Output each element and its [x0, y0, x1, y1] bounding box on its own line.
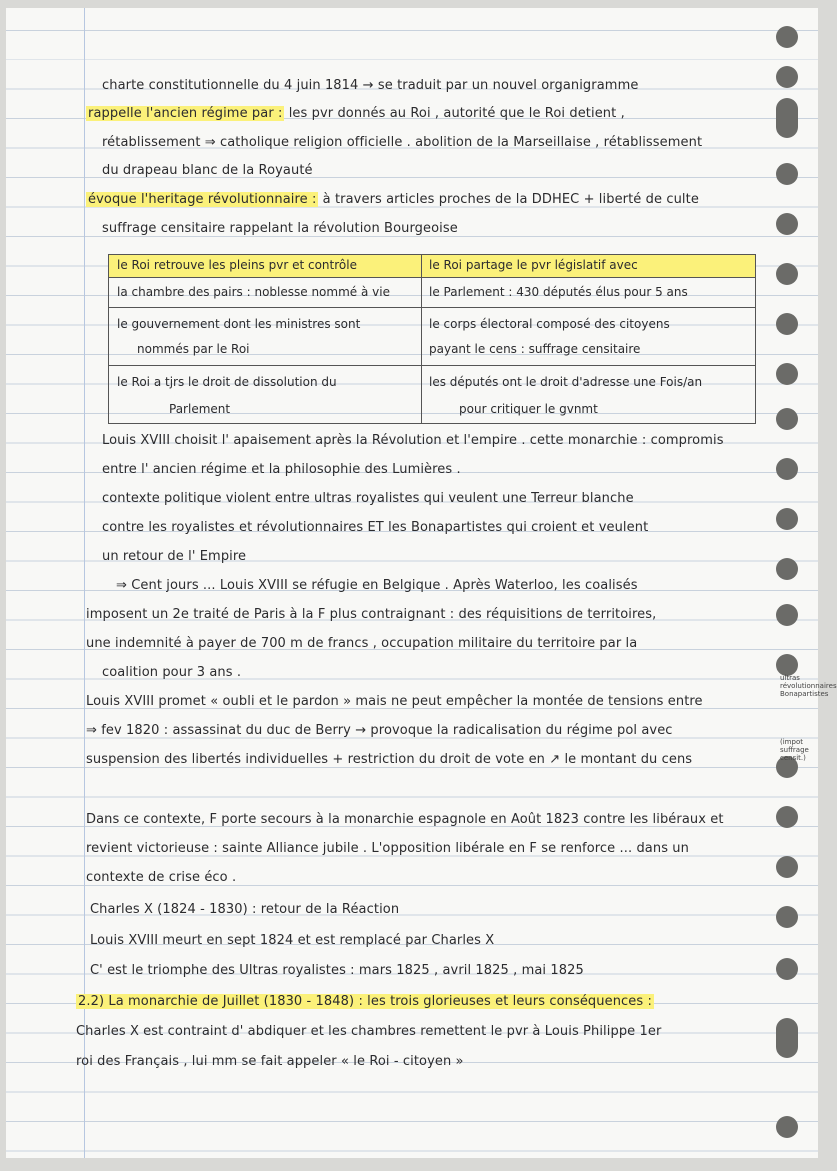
table-divider: [109, 365, 755, 366]
binder-hole: [776, 654, 798, 676]
margin-note-line: (impot: [780, 738, 803, 746]
text-fragment: les pvr donnés au Roi , autorité que le Roi detient ,: [288, 106, 625, 121]
text-line: une indemnité à payer de 700 m de francs , occupation militaire du territoire par la: [86, 636, 638, 651]
highlighted-text: rappelle l'ancien régime par :: [88, 106, 283, 121]
margin-note: [780, 674, 837, 698]
text-line: du drapeau blanc de la Royauté: [102, 163, 313, 178]
text-line: revient victorieuse : sainte Alliance jubile . L'opposition libérale en F se renforce ... dans un: [86, 841, 689, 856]
binder-hole: [776, 1116, 798, 1138]
table-cell: le Roi a tjrs le droit de dissolution du: [117, 375, 337, 389]
table-divider: [421, 255, 422, 423]
binder-hole: [776, 363, 798, 385]
text-line: C' est le triomphe des Ultras royalistes : mars 1825 , avril 1825 , mai 1825: [90, 963, 584, 978]
text-line: suffrage censitaire rappelant la révolution Bourgeoise: [102, 221, 458, 236]
margin-line: [84, 8, 85, 1158]
highlighted-text: évoque l'heritage révolutionnaire :: [88, 192, 317, 207]
binder-hole: [776, 1018, 798, 1058]
binder-hole: [776, 26, 798, 48]
section-heading: [76, 994, 654, 1009]
binder-hole: [776, 958, 798, 980]
binder-hole: [776, 98, 798, 138]
table-cell: les députés ont le droit d'adresse une Fois/an: [429, 375, 703, 389]
binder-hole: [776, 906, 798, 928]
table-cell: pour critiquer le gvnmt: [459, 402, 598, 416]
table-cell: payant le cens : suffrage censitaire: [429, 342, 641, 356]
text-line: un retour de l' Empire: [102, 549, 247, 564]
margin-note-line: suffrage: [780, 746, 809, 754]
text-line: Louis XVIII meurt en sept 1824 et est remplacé par Charles X: [90, 933, 495, 948]
table-header-cell: le Roi retrouve les pleins pvr et contrôle: [117, 258, 357, 272]
text-line: suspension des libertés individuelles + restriction du droit de vote en ↗ le montant du cens: [86, 752, 693, 767]
text-line: Dans ce contexte, F porte secours à la monarchie espagnole en Août 1823 contre les libéraux et: [86, 812, 724, 827]
binder-hole: [776, 313, 798, 335]
binder-hole: [776, 604, 798, 626]
binder-hole: [776, 66, 798, 88]
table-cell: la chambre des pairs : noblesse nommé à vie: [117, 285, 390, 299]
table-divider: [109, 277, 755, 278]
table-cell: Parlement: [169, 402, 231, 416]
notebook-page: [6, 8, 837, 1158]
margin-note-line: révolutionnaires: [780, 682, 837, 690]
text-line: contre les royalistes et révolutionnaires ET les Bonapartistes qui croient et veulent: [102, 520, 649, 535]
binder-hole: [776, 213, 798, 235]
table-divider: [109, 307, 755, 308]
margin-note-line: censit.): [780, 754, 806, 762]
text-line: rétablissement ⇒ catholique religion officielle . abolition de la Marseillaise , rétablissement: [102, 135, 703, 150]
text-line: [86, 106, 625, 121]
binder-hole: [776, 408, 798, 430]
text-line: roi des Français , lui mm se fait appeler « le Roi - citoyen »: [76, 1054, 464, 1069]
binder-hole: [776, 558, 798, 580]
comparison-table: [108, 254, 756, 424]
table-cell: le gouvernement dont les ministres sont: [117, 317, 361, 331]
text-line: [86, 192, 699, 207]
binder-hole: [776, 856, 798, 878]
binder-hole: [776, 806, 798, 828]
highlighted-heading: 2.2) La monarchie de Juillet (1830 - 1848) : les trois glorieuses et leurs conséquences :: [78, 994, 652, 1009]
table-header-cell: le Roi partage le pvr législatif avec: [429, 258, 638, 272]
text-line: ⇒ fev 1820 : assassinat du duc de Berry → provoque la radicalisation du régime pol avec: [86, 723, 673, 738]
binder-hole: [776, 163, 798, 185]
table-cell: le Parlement : 430 députés élus pour 5 ans: [429, 285, 688, 299]
text-line: Charles X est contraint d' abdiquer et les chambres remettent le pvr à Louis Philippe 1er: [76, 1024, 662, 1039]
binder-hole: [776, 458, 798, 480]
text-line: contexte de crise éco .: [86, 870, 237, 885]
text-line: entre l' ancien régime et la philosophie des Lumières .: [102, 462, 461, 477]
text-line: charte constitutionnelle du 4 juin 1814 → se traduit par un nouvel organigramme: [102, 78, 639, 93]
margin-note: [780, 738, 809, 762]
binder-holes: [776, 8, 816, 1158]
text-line: Louis XVIII choisit l' apaisement après la Révolution et l'empire . cette monarchie : compromis: [102, 433, 724, 448]
table-cell: le corps électoral composé des citoyens: [429, 317, 670, 331]
text-line: Charles X (1824 - 1830) : retour de la Réaction: [90, 902, 400, 917]
table-cell: nommés par le Roi: [137, 342, 250, 356]
binder-hole: [776, 508, 798, 530]
text-fragment: à travers articles proches de la DDHEC + liberté de culte: [322, 192, 699, 207]
text-line: Louis XVIII promet « oubli et le pardon » mais ne peut empêcher la montée de tensions entre: [86, 694, 703, 709]
text-line: contexte politique violent entre ultras royalistes qui veulent une Terreur blanche: [102, 491, 634, 506]
margin-note-line: Bonapartistes: [780, 690, 829, 698]
margin-note-line: ultras: [780, 674, 800, 682]
text-line: ⇒ Cent jours ... Louis XVIII se réfugie en Belgique . Après Waterloo, les coalisés: [116, 578, 638, 593]
binder-hole: [776, 263, 798, 285]
text-line: coalition pour 3 ans .: [102, 665, 242, 680]
text-line: imposent un 2e traité de Paris à la F plus contraignant : des réquisitions de territoires,: [86, 607, 657, 622]
